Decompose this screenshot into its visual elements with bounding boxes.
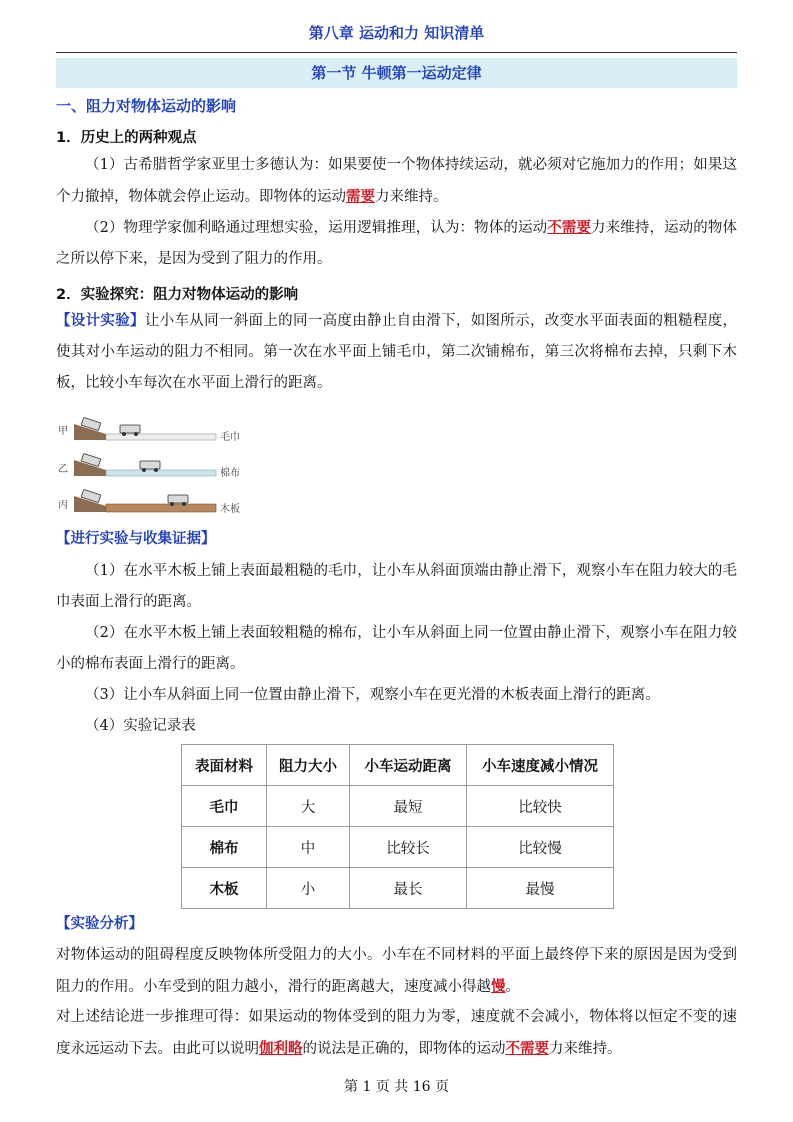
- step-3: （3）让小车从斜面上同一位置由静止滑下，观察小车在更光滑的木板表面上滑行的距离。: [85, 687, 660, 703]
- cart-bottom: [140, 461, 160, 469]
- text: 力来维持。: [549, 1041, 622, 1057]
- wheel: [170, 502, 174, 506]
- table-cell: 比较长: [350, 827, 467, 868]
- table-row: [182, 868, 614, 909]
- figure-row-wood: [58, 489, 240, 515]
- table-cell: 小: [267, 868, 350, 909]
- row-mark: 乙: [58, 464, 68, 475]
- experiment-figure: [56, 412, 256, 522]
- table-cell: 比较慢: [467, 827, 614, 868]
- table-cell: 大: [267, 786, 350, 827]
- highlight-text: 慢: [491, 978, 506, 995]
- page-header: 第八章 运动和力 知识清单: [56, 22, 737, 53]
- table-row: [182, 827, 614, 868]
- analysis-tag: 【实验分析】: [56, 916, 143, 932]
- wheel: [182, 502, 186, 506]
- text: （1）古希腊哲学家亚里士多德认为：如果要使一个物体持续运动，就必须对它施加力的作用；如果这个力撤掉，物体就会停止运动。即物体的运动: [56, 157, 737, 205]
- highlight-text: 伽利略: [259, 1040, 303, 1057]
- view-galileo-paragraph: [56, 212, 737, 275]
- text: 力来维持。: [375, 189, 448, 205]
- wheel: [142, 468, 146, 472]
- table-header-row: [182, 745, 614, 786]
- table-header: 表面材料: [182, 745, 267, 786]
- table-header: 小车运动距离: [350, 745, 467, 786]
- table-row: [182, 786, 614, 827]
- surface-label: 棉布: [220, 468, 240, 479]
- text: 对物体运动的阻碍程度反映物体所受阻力的大小。小车在不同材料的平面上最终停下来的原因是因为受到阻力的作用。小车受到的阻力越小，滑行的距离越大，速度减小得越: [56, 947, 737, 995]
- design-tag: 【设计实验】: [56, 313, 145, 329]
- row-mark: 丙: [58, 500, 68, 511]
- wheel: [134, 432, 138, 436]
- text: 的说法是正确的，即物体的运动: [302, 1041, 506, 1057]
- figure-row-cotton: [58, 453, 240, 479]
- highlight-text: 需要: [346, 188, 375, 205]
- surface-label: 木板: [220, 504, 240, 515]
- analysis-paragraph-2: [56, 1002, 737, 1065]
- views-heading: 1．历史上的两种观点: [56, 130, 197, 146]
- table-cell: 木板: [182, 868, 267, 909]
- wheel: [154, 468, 158, 472]
- analysis-tag-line: [56, 909, 737, 940]
- cart-bottom: [120, 425, 140, 433]
- table-cell: 棉布: [182, 827, 267, 868]
- surface-label: 毛巾: [220, 432, 240, 443]
- experiment-heading: 2．实验探究：阻力对物体运动的影响: [56, 287, 299, 303]
- text: 对上述结论进一步推理可得：如果运动的物体受到的阻力为零，速度就不会减小，物体将以恒定不变的速度永远运动下去。由此可以说明: [56, 1009, 737, 1057]
- text: 。: [505, 979, 520, 995]
- highlight-text: 不需要: [547, 219, 592, 236]
- cotton-surface: [106, 470, 216, 476]
- highlight-text: 不需要: [505, 1040, 549, 1057]
- table-cell: 最长: [350, 868, 467, 909]
- table-cell: 最短: [350, 786, 467, 827]
- table-header: 小车速度减小情况: [467, 745, 614, 786]
- design-paragraph: [56, 306, 737, 399]
- record-table: [181, 744, 614, 909]
- cart-bottom: [168, 495, 188, 503]
- table-cell: 毛巾: [182, 786, 267, 827]
- part-heading: 一、阻力对物体运动的影响: [56, 97, 237, 115]
- row-mark: 甲: [58, 426, 68, 437]
- text: 力来维持，运动的物体之所以停下来，是因为受到了阻力的作用。: [56, 220, 738, 267]
- text: 让小车从同一斜面上的同一高度由静止自由滑下，如图所示，改变水平面表面的粗糙程度，使其对小车运动的阻力不相同。第一次在水平面上铺毛巾，第二次铺棉布，第三次将棉布去掉，只剩下木板，比较小车每次在水平面上滑行的距离。: [56, 313, 738, 391]
- text: （2）物理学家伽利略通过理想实验，运用逻辑推理，认为：物体的运动: [85, 220, 548, 236]
- view-aristotle-paragraph: [56, 150, 737, 213]
- wheel: [122, 432, 126, 436]
- table-cell: 比较快: [467, 786, 614, 827]
- conduct-tag: 【进行实验与收集证据】: [56, 531, 216, 547]
- figure-row-towel: [58, 417, 240, 443]
- step-1: （1）在水平木板上铺上表面最粗糙的毛巾，让小车从斜面顶端由静止滑下，观察小车在阻力较大的毛巾表面上滑行的距离。: [56, 563, 737, 610]
- table-cell: 中: [267, 827, 350, 868]
- table-cell: 最慢: [467, 868, 614, 909]
- conduct-tag-line: [56, 524, 737, 555]
- page-footer: 第 1 页 共 16 页: [344, 1079, 449, 1095]
- table-header: 阻力大小: [267, 745, 350, 786]
- step-2: （2）在水平木板上铺上表面较粗糙的棉布，让小车从斜面上同一位置由静止滑下，观察小车在阻力较小的棉布表面上滑行的距离。: [56, 625, 737, 672]
- step-4: （4）实验记录表: [85, 718, 196, 734]
- section-title: 第一节 牛顿第一运动定律: [56, 58, 737, 88]
- wood-surface: [106, 504, 216, 512]
- analysis-paragraph-1: [56, 940, 737, 1003]
